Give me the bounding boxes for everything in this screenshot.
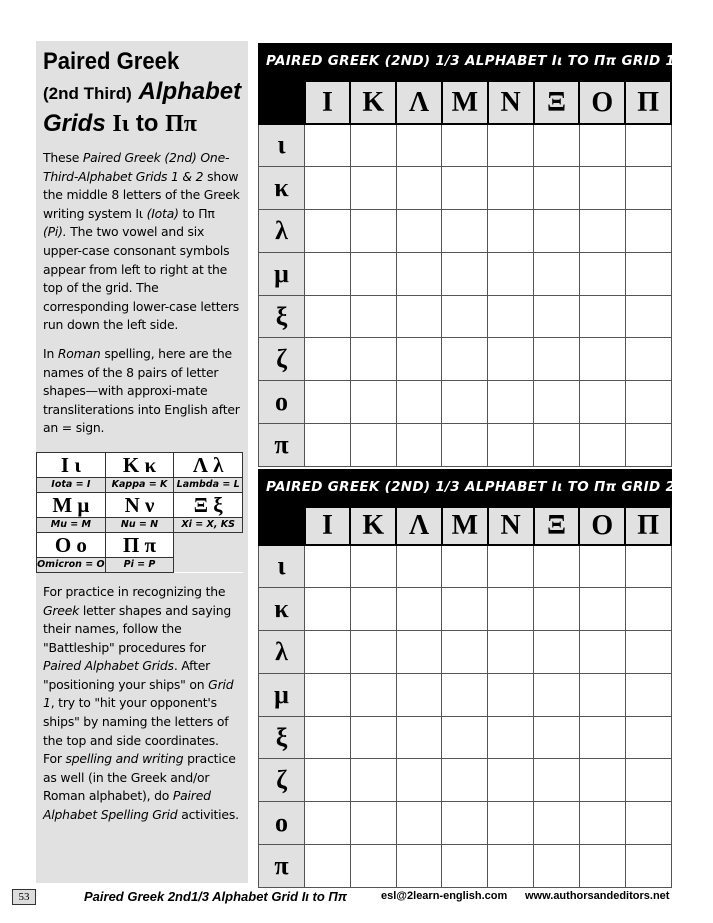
letter-pair: Ι ι	[37, 452, 106, 477]
column-header: Ο	[579, 81, 625, 124]
grid-cell[interactable]	[350, 124, 396, 167]
grid-cell[interactable]	[534, 167, 580, 210]
grid-cell[interactable]	[396, 338, 442, 381]
grid-cell[interactable]	[488, 716, 534, 759]
text-run: Roman	[57, 345, 101, 361]
footer	[12, 889, 702, 907]
letter-name: Nu = N	[105, 517, 174, 532]
text-run: (Pi).	[43, 224, 67, 240]
grid-cell[interactable]	[396, 252, 442, 295]
grid-cell[interactable]	[625, 802, 671, 845]
text-run: to Ππ	[178, 205, 215, 221]
text-run: spelling and writing	[65, 751, 184, 767]
grid-cell[interactable]	[625, 673, 671, 716]
grid-cell[interactable]	[625, 210, 671, 253]
letter-name: Iota = I	[37, 477, 106, 492]
grid-cell[interactable]	[396, 381, 442, 424]
grid-cell[interactable]	[488, 545, 534, 588]
text-run: Paired Greek (2nd) One-Third-Alphabet Grids 1 & 2	[43, 150, 230, 184]
footer-website: www.authorsandeditors.net	[525, 890, 670, 902]
grid-cell[interactable]	[396, 545, 442, 588]
grid-cell[interactable]	[442, 673, 488, 716]
grid-cell[interactable]	[534, 673, 580, 716]
grid-cell[interactable]	[305, 588, 351, 631]
empty-cell	[174, 557, 243, 572]
grid-cell[interactable]	[350, 424, 396, 467]
page-number: 53	[12, 889, 36, 905]
grid-cell[interactable]	[534, 338, 580, 381]
row-header: ζ	[259, 338, 305, 381]
grid-cell[interactable]	[350, 588, 396, 631]
row-header: ο	[259, 802, 305, 845]
grid-cell[interactable]	[305, 802, 351, 845]
column-header: Μ	[442, 81, 488, 124]
grid-cell[interactable]	[488, 295, 534, 338]
column-header: Π	[625, 507, 671, 545]
row-header: κ	[259, 588, 305, 631]
grid-cell[interactable]	[625, 716, 671, 759]
grid-cell[interactable]	[305, 167, 351, 210]
grid-cell[interactable]	[625, 424, 671, 467]
grid-cell[interactable]	[396, 295, 442, 338]
grid-cell[interactable]	[350, 845, 396, 888]
grid-cell[interactable]	[442, 631, 488, 674]
letter-name: Omicron = O	[37, 559, 105, 571]
grid-cell[interactable]	[396, 631, 442, 674]
grid-cell[interactable]	[534, 802, 580, 845]
grid-cell[interactable]	[534, 759, 580, 802]
column-header: Ν	[488, 81, 534, 124]
text-run: Grid 1	[43, 676, 234, 711]
grid-cell[interactable]	[625, 759, 671, 802]
grid-cell[interactable]	[305, 759, 351, 802]
grid-cell[interactable]	[350, 545, 396, 588]
grid-cell[interactable]	[625, 631, 671, 674]
row-header: λ	[259, 210, 305, 253]
grid-cell[interactable]	[442, 845, 488, 888]
grid-cell[interactable]	[442, 124, 488, 167]
column-header: Ο	[579, 507, 625, 545]
grid-cell[interactable]	[579, 124, 625, 167]
row-header: μ	[259, 673, 305, 716]
grid-cell[interactable]	[396, 124, 442, 167]
row-header: π	[259, 845, 305, 888]
grid-corner	[259, 507, 305, 545]
grid-cell[interactable]	[579, 759, 625, 802]
grid-cell[interactable]	[579, 252, 625, 295]
grid-cell[interactable]	[442, 759, 488, 802]
grid-cell[interactable]	[442, 381, 488, 424]
grid-cell[interactable]	[305, 124, 351, 167]
row-header: ξ	[259, 295, 305, 338]
grid-2	[258, 469, 676, 888]
grid-cell[interactable]	[488, 802, 534, 845]
row-header: π	[259, 424, 305, 467]
grid-cell[interactable]	[625, 167, 671, 210]
grid-cell[interactable]	[534, 252, 580, 295]
grid-cell[interactable]	[534, 424, 580, 467]
text-run: . After "positioning your ships" on	[43, 658, 211, 692]
instructions-panel	[36, 41, 248, 883]
grid-cell[interactable]	[579, 381, 625, 424]
grid-cell[interactable]	[396, 673, 442, 716]
grid-cell[interactable]	[625, 381, 671, 424]
grid-cell[interactable]	[488, 124, 534, 167]
grid-title: PAIRED GREEK (2ND) 1/3 ALPHABET Ιι TO Ππ GRID 2	[266, 479, 676, 495]
grid-cell[interactable]	[534, 716, 580, 759]
grid-cell[interactable]	[305, 424, 351, 467]
letter-name: Kappa = K	[105, 477, 174, 492]
grid-cell[interactable]	[579, 802, 625, 845]
column-header: Π	[625, 81, 671, 124]
grid-cell[interactable]	[350, 802, 396, 845]
grid-cell[interactable]	[579, 167, 625, 210]
text-run: spelling, here are the names of the 8 pairs of letter shapes—with approxi-mate transliterations into English after an = sign.	[43, 345, 240, 436]
grid-cell[interactable]	[396, 424, 442, 467]
grid-cell[interactable]	[442, 338, 488, 381]
grid-cell[interactable]	[579, 210, 625, 253]
column-header: Κ	[350, 507, 396, 545]
grid-cell[interactable]	[350, 338, 396, 381]
grid-cell[interactable]	[442, 588, 488, 631]
grid-cell[interactable]	[579, 845, 625, 888]
row-header: ο	[259, 381, 305, 424]
text-run: Paired Alphabet Grids	[43, 658, 174, 674]
letter-names-table	[36, 452, 243, 573]
practice-paragraph	[43, 583, 241, 825]
text-run: Greek	[43, 602, 80, 618]
footer-title: Paired Greek 2nd1/3 Alphabet Grid Ιι to Ππ	[84, 889, 348, 904]
grid-cell[interactable]	[579, 295, 625, 338]
column-header: Ν	[488, 507, 534, 545]
grid-cell[interactable]	[488, 252, 534, 295]
grid-cell[interactable]	[488, 338, 534, 381]
grid-cell[interactable]	[442, 802, 488, 845]
grid-cell[interactable]	[488, 424, 534, 467]
grid-cell[interactable]	[488, 167, 534, 210]
grid-cell[interactable]	[488, 759, 534, 802]
grid-cell[interactable]	[442, 545, 488, 588]
letter-name: Pi = P	[105, 557, 174, 572]
letter-pair: Ο ο	[37, 532, 106, 557]
grid-cell[interactable]	[625, 338, 671, 381]
grid-cell[interactable]	[305, 545, 351, 588]
grid-cell[interactable]	[396, 802, 442, 845]
grid-cell[interactable]	[396, 588, 442, 631]
grid-cell[interactable]	[350, 716, 396, 759]
grid-cell[interactable]	[534, 124, 580, 167]
grid-cell[interactable]	[396, 759, 442, 802]
grid-cell[interactable]	[442, 167, 488, 210]
grid-cell[interactable]	[579, 338, 625, 381]
grid-cell[interactable]	[305, 673, 351, 716]
grid-cell[interactable]	[534, 588, 580, 631]
text-run: letter shapes and saying their names, follow the "Battleship" procedures for	[43, 602, 232, 655]
grid-cell[interactable]	[579, 673, 625, 716]
grid-cell[interactable]	[442, 210, 488, 253]
grid-cell[interactable]	[350, 631, 396, 674]
row-header: ι	[259, 124, 305, 167]
column-header: Ι	[305, 81, 351, 124]
intro-paragraph	[43, 149, 241, 335]
letter-pair: Ν ν	[105, 492, 174, 517]
letter-name: Mu = M	[37, 517, 106, 532]
grid-cell[interactable]	[488, 210, 534, 253]
grid-cell[interactable]	[350, 167, 396, 210]
letter-pair: Ξ ξ	[174, 492, 243, 517]
grid-cell[interactable]	[350, 759, 396, 802]
grid-cell[interactable]	[579, 588, 625, 631]
text-run: activities.	[177, 807, 239, 823]
grid-cell[interactable]	[350, 210, 396, 253]
grid-cell[interactable]	[442, 252, 488, 295]
grid-cell[interactable]	[579, 716, 625, 759]
column-header: Μ	[442, 507, 488, 545]
text-run: In	[43, 345, 58, 361]
grid-cell[interactable]	[625, 588, 671, 631]
text-run: For practice in recognizing the	[43, 583, 226, 599]
grid-cell[interactable]	[350, 381, 396, 424]
letter-pair: Κ κ	[105, 452, 174, 477]
letter-name: Lambda = L	[174, 477, 243, 492]
grid-cell[interactable]	[442, 716, 488, 759]
empty-cell	[174, 532, 243, 557]
grid-cell[interactable]	[305, 252, 351, 295]
heading-line3: Grids Ιι to Ππ	[43, 110, 197, 137]
grid-cell[interactable]	[534, 295, 580, 338]
grid-cell[interactable]	[579, 545, 625, 588]
text-run: The two vowel and six upper-case consonant symbols appear from left to right at the top of the grid. The corresponding lower-case letters run down the left side.	[43, 224, 239, 333]
grid-cell[interactable]	[625, 295, 671, 338]
heading-line1: Paired Greek	[43, 48, 180, 75]
grid-cell[interactable]	[579, 424, 625, 467]
letter-pair: Μ μ	[37, 492, 106, 517]
grid-cell[interactable]	[305, 845, 351, 888]
heading-line2: (2nd Third) Alphabet	[43, 78, 242, 105]
grid-cell[interactable]	[625, 545, 671, 588]
letter-pair: Π π	[105, 532, 174, 557]
grid-cell[interactable]	[488, 673, 534, 716]
grid-cell[interactable]	[579, 631, 625, 674]
grid-cell[interactable]	[534, 631, 580, 674]
row-header: μ	[259, 252, 305, 295]
letter-name: Xi = X, KS	[174, 517, 243, 532]
grid-cell[interactable]	[625, 845, 671, 888]
grid-cell[interactable]	[534, 845, 580, 888]
grid-cell[interactable]	[396, 167, 442, 210]
grid-cell[interactable]	[305, 716, 351, 759]
grid-1	[258, 43, 676, 467]
names-paragraph	[43, 345, 241, 438]
letter-pair: Λ λ	[174, 452, 243, 477]
text-run: practice as well (in the Greek and/or Roman alphabet), do	[43, 751, 236, 804]
grid-cell[interactable]	[305, 210, 351, 253]
grid-cell[interactable]	[305, 631, 351, 674]
grid-cell[interactable]	[396, 845, 442, 888]
text-run: , try to "hit your opponent's ships" by naming the letters of the top and side coordinates. For	[43, 695, 229, 767]
text-run: These	[43, 150, 83, 165]
row-header: ζ	[259, 759, 305, 802]
grid-cell[interactable]	[488, 381, 534, 424]
column-header: Λ	[396, 507, 442, 545]
grid-title: PAIRED GREEK (2ND) 1/3 ALPHABET Ιι TO Ππ GRID 1	[266, 53, 676, 69]
column-header: Λ	[396, 81, 442, 124]
grid-cell[interactable]	[350, 673, 396, 716]
grid-cell[interactable]	[488, 631, 534, 674]
grid-cell[interactable]	[534, 381, 580, 424]
grid-cell[interactable]	[396, 210, 442, 253]
row-header: λ	[259, 631, 305, 674]
grid-cell[interactable]	[625, 124, 671, 167]
grid-cell[interactable]	[305, 295, 351, 338]
grid-cell[interactable]	[350, 252, 396, 295]
footer-email: esl@2learn-english.com	[381, 890, 508, 902]
grid-corner	[259, 81, 305, 124]
text-run: show the middle 8 letters of the Greek writing system Ιι	[43, 168, 240, 221]
grid-cell[interactable]	[534, 545, 580, 588]
column-header: Ξ	[534, 507, 580, 545]
grid-cell[interactable]	[350, 295, 396, 338]
grid-cell[interactable]	[534, 210, 580, 253]
column-header: Ι	[305, 507, 351, 545]
grid-table	[258, 80, 672, 467]
text-run: Paired Alphabet Spelling Grid	[43, 788, 211, 823]
row-header: ι	[259, 545, 305, 588]
grid-cell[interactable]	[442, 295, 488, 338]
grid-cell[interactable]	[625, 252, 671, 295]
grid-cell[interactable]	[442, 424, 488, 467]
grid-cell[interactable]	[396, 716, 442, 759]
column-header: Κ	[350, 81, 396, 124]
grid-cell[interactable]	[305, 338, 351, 381]
grid-cell[interactable]	[305, 381, 351, 424]
grid-table	[258, 506, 672, 888]
grid-cell[interactable]	[488, 588, 534, 631]
text-run: (Iota)	[146, 205, 179, 221]
column-header: Ξ	[534, 81, 580, 124]
row-header: ξ	[259, 716, 305, 759]
grid-cell[interactable]	[488, 845, 534, 888]
row-header: κ	[259, 167, 305, 210]
